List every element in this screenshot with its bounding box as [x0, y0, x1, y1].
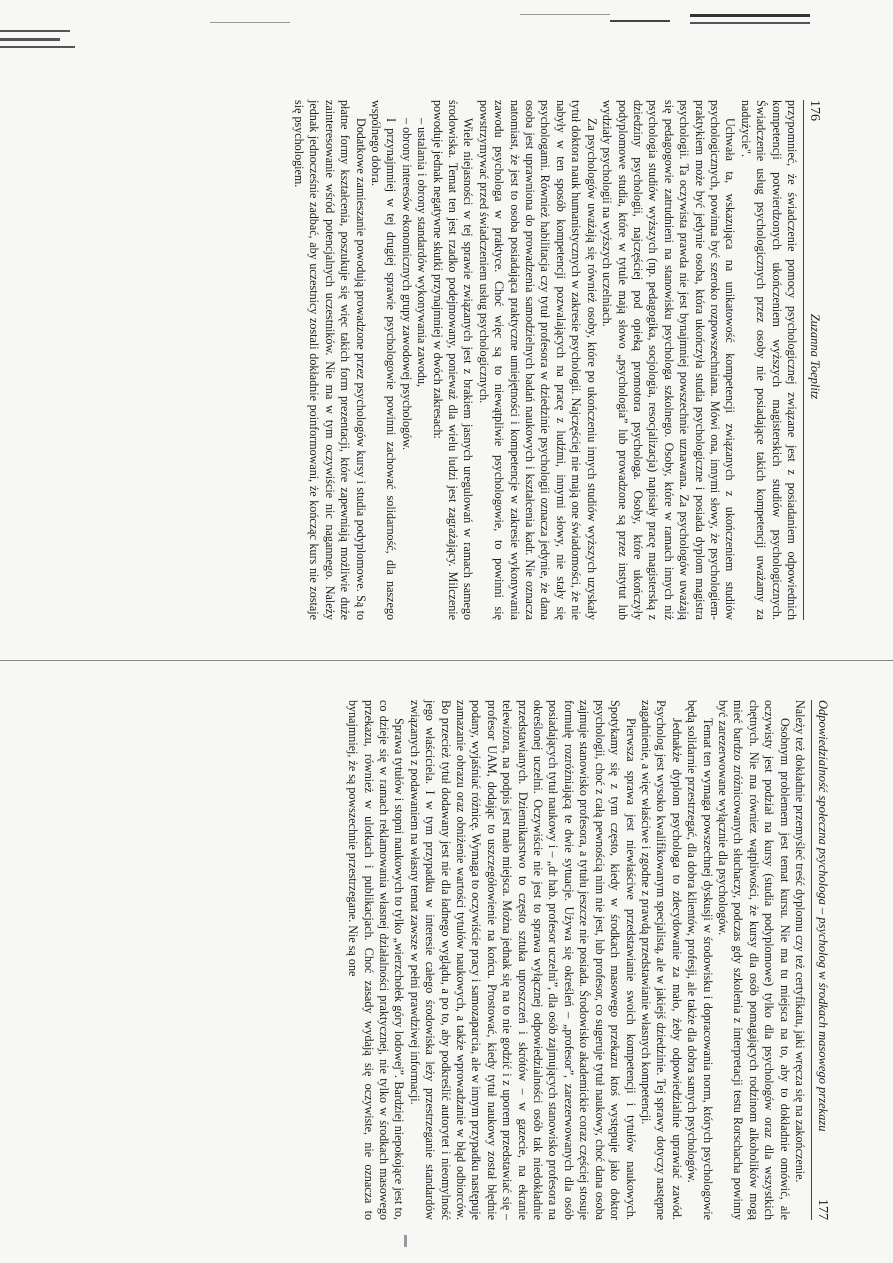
page-177 [345, 700, 830, 1220]
page-fold-line [0, 660, 893, 661]
list-item: – ustalania i obrony standardów wykonywania zawodu, [415, 118, 430, 388]
paragraph: Osobnym problemem jest temat kursu. Nie ma tu miejsca na to, aby to dokładnie omówić, ale oczywisty jest podział na kursy (studia podyplomowe) tylko dla psychologów oraz dla wszystkich chętnych. Nie ma równiez wątpliwości, że kursy dla osób pomagających rodzinom alkoholików mogą mieć bardzo zróżnicowanych słuchaczy, podczas gdy szkolenia z interpretacji testu Rorschacha powinny być zarezerwowane wyłącznie dla psychologów. [715, 700, 792, 1220]
page-number: 177 [815, 1199, 830, 1220]
paragraph: Uchwała ta, wskazująca na unikatowość kompetencji związanych z ukończeniem studiów psychologicznych, powinna być szeroko rozpowszechniana. Mówi ona, innymi słowy, że psychologiem-praktykiem może być jedynie osoba, która ukończyła studia psychologiczne i posiada dyplom magistra psychologii. Ta oczywista prawda nie jest bynajmniej powszechnie uznawana. Za psychologów uważają się pedagogowie zatrudnieni na stanowisku psychologa szkolnego. Osoby, które w ramach innych niż psychologia studiów wyższych (np. pedagogika, socjologia, resocjalizacja) napisały pracę magisterską z dziedziny psychologii, najczęściej pod opieką promotora psychologa. Osoby, które ukończyły podyplomowe studia, które w tytule mają słowo „psychologia” lub prowadzone są przez instytut lub wydziały psychologii na wyższych uczelniach. [600, 100, 738, 620]
page-header [803, 100, 822, 620]
running-head: Odpowiedzialność społeczna psychologa – psycholog w środkach masowego przekazu [816, 700, 830, 1132]
paragraph: Jednakże dyplom psychologa to zdecydowanie za mało, żeby odpowiedzialnie uprawiać zawód. Psycholog jest wysoko kwalifikowanym specjalistą, ale w jakiejś dziedzinie. Tej sprawy dotyczy następne zagadnienie, a więc właściwe i zgodne z prawdą przedstawianie własnych kompetencji. [638, 700, 684, 1220]
paragraph: I przynajmniej w tej drugiej sprawie psychologowie powinni zachować solidarność, dla naszego wspólnego dobra. [369, 100, 399, 620]
page-header [811, 700, 830, 1220]
paragraph: Pierwsza sprawa jest niewłaściwe przedstawianie swoich kompetencji i tytułów naukowych. Spotykamy się z tym często, kiedy w środkach masowego przekazu ktoś występuje jako doktor psychologii, choć z całą pewnością nim nie jest, lub profesor, co sugeruje tytuł naukowy, choć dana osoba zajmuje stanowisko profesora, a tytułu jeszcze nie posiada. Środowisko akademickie coraz częściej stosuje formułę rozróżniającą te dwie sytuacje. Używa się określeń – „profesor”, zarezerwowanych dla osób posiadających tytuł naukowy i – „dr hab. profesor uczelni”, dla osób zajmujących stanowisko profesora na określonej uczelni. Oczywiście nie jest to sprawa wyłącznej odpowiedzialności osób tak niedokładnie przedstawianych. Dziennikarstwo to często sztuka uproszczeń i skrótów – w gazecie, na ekranie telewizora, na podpis jest mało miejsca. Można jednak się na to nie godzić i z uporem przedstawiać się – profesor UAM, dodając to uszczegółowienie na końcu. Prostować, kiedy tytuł naukowy został błędnie podany, wyjaśniać różnicę. Wymaga to oczywiście pracy i samozaparcia, ale w innym przypadku następuje zamazanie obrazu oraz obniżenie wartości tytułów naukowych, a także wprowadzanie w błąd odbiorców. Bo przecież tytuł dodawany jest nie dla ładnego wyglądu, a po to, aby podkreślić autorytet i nieomylność jego właściciela. I w tym przypadku w interesie całego środowiska leży przestrzeganie standardów związanych z podawaniem na własny temat zawsze w pełni prawdziwej informacji. [407, 700, 638, 1220]
page-176 [291, 100, 822, 620]
page-body [345, 700, 807, 1220]
scan-edge-noise [0, 0, 893, 70]
paragraph: Dodatkowe zamieszanie powodują prowadzone przez psychologów kursy i studia podyplomowe. Są to płatne formy kształcenia, poszukuje się więc takich form prezentacji, które zapewniają możliwie duże zainteresowanie wśród potencjalnych uczestników. Nie ma w tym oczywiście nic nagannego. Należy jednak jednocześnie zadbać, aby uczestnicy zostali dokładnie poinformowani, że kończąc kurs nie zostaje się psychologiem. [292, 100, 368, 620]
paragraph: Sprawa tytułów i stopni naukowych to tylko „wierzchołek góry lodowej”. Bardziej niepokojące jest to, co dzieje się w ramach reklamowania własnej działalności praktycznej, nie tylko w środkach masowego przekazu, również w ulotkach i publikacjach. Choć zasady wydają się oczywiste, nie oznacza to bynajmniej, że są powszechnie przestrzegane. Nie są one [346, 700, 407, 1220]
list-item: – obrony interesów ekonomicznych grupy zawodowej psychologów. [399, 118, 414, 451]
paragraph: Temat ten wymaga powszechnej dyskusji w środowisku i dopracowania norm, których psychologowie będą solidarnie przestrzegać, dla dobra klientów, profesji, ale także dla dobra samych psychologów. [685, 700, 715, 1220]
paragraph: Wiele niejasności w tej sprawie związanych jest z brakiem jasnych uregulowań w ramach samego środowiska. Temat ten jest rzadko podejmowany, ponieważ dla wielu ludzi jest zagrażający. Milczenie powoduje jednak negatywne skutki przynajmniej w dwóch zakresach: [430, 100, 476, 620]
paragraph: przypomnieć, że świadczenie pomocy psychologicznej związane jest z posiadaniem odpowiednich kompetencji potwierdzonych ukończeniem wyższych magisterskich studiów psychologicznych. Świadczenie usług psychologicznych przez osoby nie posiadające takich kompetencji uważamy za nadużycie". [738, 100, 799, 620]
paragraph: Należy też dokładnie przemyśleć treść dyplomu czy też certyfikatu, jaki wręcza się na zakończenie. [793, 700, 807, 1183]
paragraph: Za psychologów uważają się również osoby, które po ukończeniu innych studiów wyższych uzyskały tytuł doktora nauk humanistycznych w zakresie psychologii. Najczęściej nie mają one świadomości, że nie nabyły w ten sposób kompetencji pozwalających na pracę z ludźmi, innymi słowy, nie stały się psychologami. Również habilitacja czy tytuł profesora w dziedzinie psychologii oznacza jedynie, że dana osoba jest uprawniona do prowadzenia samodzielnych badań naukowych i kształcenia kadr. Nie oznacza natomiast, że jest to osoba posiadająca praktyczne umiejętności i kompetencje w zakresie wykonywania zawodu psychologa w praktyce. Choć więc są to niewątpliwie psychologowie, to powinni się powstrzymywać przed świadczeniem usług psychologicznych. [476, 100, 599, 620]
scan-mark [404, 1235, 407, 1247]
running-head: Zuzanna Toeplitz [808, 313, 822, 400]
page-body [291, 100, 799, 620]
page-number: 176 [807, 100, 822, 121]
